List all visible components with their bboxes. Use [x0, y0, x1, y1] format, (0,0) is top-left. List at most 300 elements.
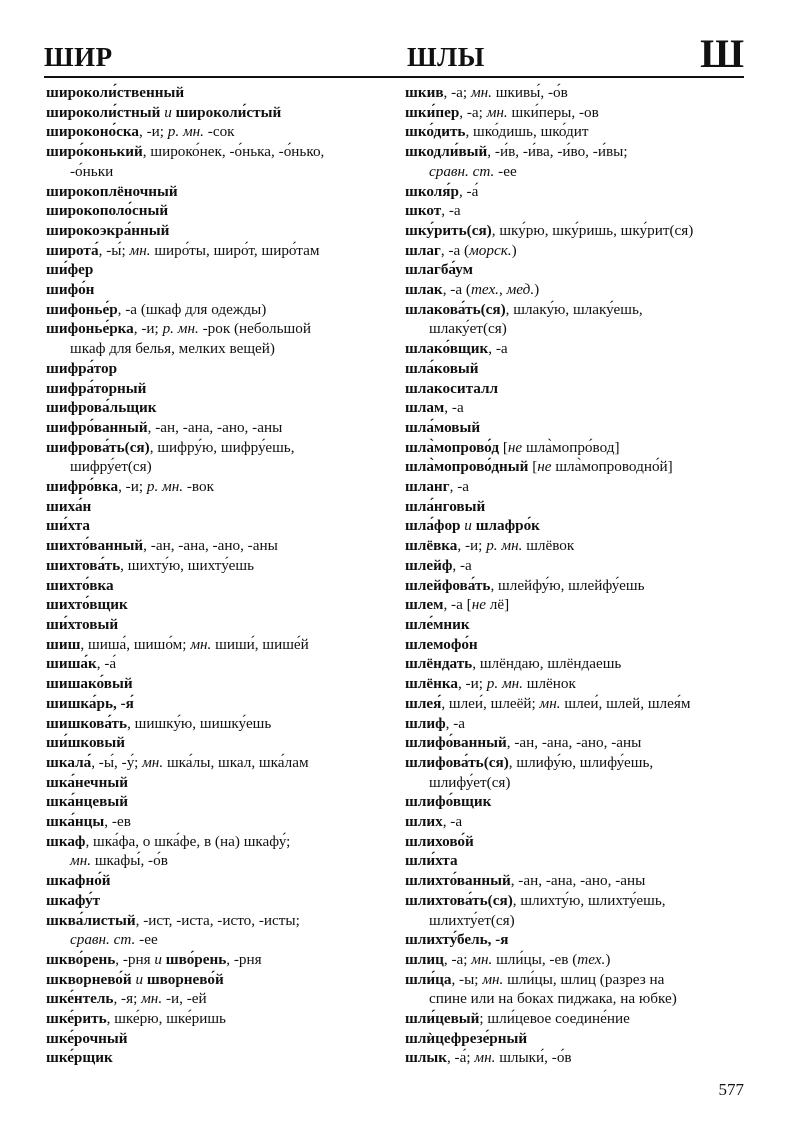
grammar-note: мн. [190, 635, 212, 653]
entry-headword: шкив [405, 84, 444, 101]
entry-headword: шла́ковый [405, 359, 479, 377]
dictionary-entry [46, 536, 391, 556]
entry-text: , -а ( [442, 281, 471, 299]
dictionary-entry [405, 576, 750, 596]
entry-headword: шкво́рень [46, 950, 116, 968]
grammar-note: мн. [141, 990, 163, 1008]
entry-headword: шле́мник [405, 615, 470, 633]
entry-headword: шлам [405, 399, 445, 417]
grammar-note: мн. [129, 241, 151, 259]
grammar-note: р. мн. [486, 537, 523, 555]
dictionary-entry [46, 635, 391, 655]
dictionary-entry [46, 694, 391, 714]
entry-text: , -а (шкаф для одежды) [117, 300, 267, 318]
dictionary-entry [405, 871, 750, 891]
entry-text: -ее [494, 162, 517, 180]
entry-text: -сок [203, 123, 235, 141]
grammar-note: мн. [474, 1049, 496, 1067]
dictionary-entry [405, 418, 750, 438]
dictionary-entry [46, 615, 391, 635]
variant-headword: шворнево́й [146, 970, 224, 988]
entry-headword: шлык [405, 1049, 447, 1067]
entry-headword: широта́ [46, 241, 99, 259]
dictionary-entry [405, 635, 750, 655]
entry-text: шиши́, шише́й [211, 635, 309, 653]
grammar-note: р. мн. [486, 675, 523, 693]
entry-headword: шкала́ [46, 753, 92, 771]
entry-headword: широкоэкра́нный [46, 221, 170, 239]
grammar-note: р. мн. [162, 320, 199, 338]
entry-text: , -рня [226, 950, 262, 968]
entry-headword: широ́конький [46, 143, 143, 161]
entry-text: , -и́в, -и́ва, -и́во, -и́вы; [487, 143, 628, 161]
dictionary-entry [46, 83, 391, 103]
entry-headword: широконо́ска [46, 123, 139, 141]
entry-text: , -а́ [96, 655, 117, 673]
dictionary-entry [405, 359, 750, 379]
dictionary-entry [46, 477, 391, 497]
entry-text: [ [499, 438, 508, 456]
entry-text: -и, -ей [162, 990, 207, 1008]
entry-headword: шлагба́ум [405, 261, 473, 279]
variant-headword: шлафро́к [475, 517, 540, 535]
entry-headword: шлёндать [405, 655, 473, 673]
entry-text: ) [511, 241, 517, 259]
entry-text: , -а; [443, 950, 472, 968]
entry-text: , шлёндаю, шлёндаешь [472, 655, 622, 673]
entry-headword: широкоплёночный [46, 182, 178, 200]
entry-headword: шлѝцефрезе́рный [405, 1029, 528, 1047]
entry-headword: школя́р [405, 182, 459, 200]
entry-headword: ши́шковый [46, 734, 125, 752]
entry-headword: шифра́торный [46, 379, 147, 397]
header-letter: Ш [700, 31, 744, 76]
grammar-note: мн. [539, 694, 561, 712]
grammar-note: мн. [471, 950, 493, 968]
dictionary-entry [405, 950, 750, 970]
dictionary-entry [405, 812, 750, 832]
dictionary-entry [405, 1009, 750, 1029]
entry-headword: шихтова́ть [46, 556, 121, 574]
entry-text: шифру́ет(ся) [70, 458, 152, 476]
dictionary-entry [405, 201, 750, 221]
entry-text: , -а [441, 202, 461, 220]
grammar-note: сравн. ст. [429, 162, 495, 180]
header-last-word: ШЛЫ [407, 42, 485, 72]
entry-text: , -ы́, -у́; [91, 753, 143, 771]
entry-text: спине или на боках пиджака, на юбке) [429, 990, 677, 1008]
dictionary-entry [46, 319, 391, 358]
entry-text: , -и; [118, 478, 147, 496]
dictionary-entry [405, 457, 750, 477]
entry-headword: шлиф [405, 714, 446, 732]
entry-continuation [46, 930, 391, 950]
entry-headword: шифо́н [46, 281, 95, 299]
dictionary-entry [405, 103, 750, 123]
entry-headword: шлифо́вщик [405, 793, 492, 811]
entry-headword: шли́цевый [405, 1010, 480, 1028]
entry-continuation [46, 851, 391, 871]
dictionary-entry [405, 891, 750, 930]
entry-continuation [405, 319, 750, 339]
entry-text: , -ы; [451, 970, 483, 988]
dictionary-entry [46, 970, 391, 990]
grammar-note: мн. [486, 103, 508, 121]
variant-headword: шво́рень [165, 950, 227, 968]
dictionary-entry [46, 418, 391, 438]
entry-headword: шла́фор [405, 517, 461, 535]
entry-headword: шишка́рь [46, 694, 113, 712]
dictionary-entry [46, 142, 391, 181]
grammar-note: не [471, 596, 486, 614]
entry-headword: шлейфова́ть [405, 576, 491, 594]
entry-headword: шла́нговый [405, 497, 486, 515]
entry-continuation [405, 162, 750, 182]
page-number: 577 [718, 1080, 744, 1099]
entry-headword: шко́дить [405, 123, 466, 141]
entry-headword: широколи́ственный [46, 84, 185, 101]
dictionary-entry [405, 516, 750, 536]
entry-headword: шке́рить [46, 1010, 107, 1028]
dictionary-entry [46, 1048, 391, 1068]
dictionary-entry [405, 1048, 750, 1068]
entry-text: , шифру́ю, шифру́ешь, [149, 438, 295, 456]
entry-headword: шиха́н [46, 497, 92, 515]
dictionary-entry [405, 674, 750, 694]
entry-headword: шла̀мопрово́дный [405, 458, 529, 476]
entry-headword: шке́нтель [46, 990, 114, 1008]
entry-headword: шка́нечный [46, 773, 128, 791]
dictionary-entry [405, 142, 750, 181]
entry-text: , -а [445, 714, 466, 732]
dictionary-entry [46, 773, 391, 793]
entry-text: шкаф для белья, мелких вещей) [70, 340, 275, 358]
entry-text: , шку́рю, шку́ришь, шку́рит(ся) [491, 221, 694, 239]
entry-headword: шлих [405, 813, 443, 831]
entry-continuation [405, 911, 750, 931]
entry-headword: шка́нцевый [46, 793, 128, 811]
entry-headword: шишако́вый [46, 675, 133, 693]
dictionary-entry [46, 595, 391, 615]
grammar-note: р. мн. [167, 123, 204, 141]
entry-text: , -ы́; [98, 241, 130, 259]
entry-continuation [405, 773, 750, 793]
entry-headword: шква́листый [46, 911, 136, 929]
dictionary-entry [46, 911, 391, 950]
entry-text: -ее [135, 931, 158, 949]
entry-text: , шка́фа, о шка́фе, в (на) шкафу́; [85, 832, 291, 850]
entry-text: шка́лы, шкал, шка́лам [163, 753, 309, 771]
dictionary-entry [46, 201, 391, 221]
dictionary-entry [405, 694, 750, 714]
entry-headword: шифро́ванный [46, 418, 148, 436]
entry-headword: широкополо́сный [46, 202, 169, 220]
dictionary-entry [405, 1029, 750, 1049]
dictionary-entry [46, 871, 391, 891]
entry-continuation [46, 162, 391, 182]
entry-text: шлихту́ет(ся) [429, 911, 515, 929]
variant-headword: , -я́ [113, 694, 134, 712]
entry-text: лё] [485, 596, 510, 614]
entry-text: шлёвок [522, 537, 575, 555]
entry-text: широ́ты, широ́т, широ́там [150, 241, 320, 259]
entry-continuation [46, 457, 391, 477]
entry-text: ) [534, 281, 540, 299]
dictionary-entry [46, 103, 391, 123]
dictionary-entry [405, 241, 750, 261]
entry-text: шлифу́ет(ся) [429, 773, 511, 791]
entry-headword: широколи́стный [46, 103, 161, 121]
entry-headword: шлако́вщик [405, 340, 489, 358]
entry-text: шли́цы, шлиц (разрез на [503, 970, 665, 988]
entry-headword: шихто́вщик [46, 596, 128, 614]
entry-headword: шкодли́вый [405, 143, 488, 161]
entry-headword: шлем [405, 596, 444, 614]
entry-text: шлыки́, -о́в [495, 1049, 572, 1067]
entry-text: , -а [442, 813, 463, 831]
entry-text: , -а [449, 478, 469, 496]
entry-text: , шлифу́ю, шлифу́ешь, [508, 753, 654, 771]
entry-headword: шихто́ванный [46, 537, 144, 555]
entry-text: ) [605, 950, 611, 968]
entry-text: , -а; [459, 103, 487, 121]
dictionary-entry [46, 516, 391, 536]
dictionary-entry [405, 714, 750, 734]
entry-text: , -а; [443, 84, 471, 101]
entry-text: , -а [452, 556, 472, 574]
dictionary-entry [46, 359, 391, 379]
dictionary-entry [46, 398, 391, 418]
entry-headword: шка́нцы [46, 813, 105, 831]
dictionary-entry [46, 379, 391, 399]
dictionary-entry [405, 497, 750, 517]
entry-headword: шлея́ [405, 694, 442, 712]
entry-text: , -а [ [443, 596, 472, 614]
entry-headword: шланг [405, 478, 450, 496]
dictionary-entry [405, 615, 750, 635]
dictionary-entry [46, 989, 391, 1009]
entry-headword: ши́хтовый [46, 615, 119, 633]
entry-text: шлаку́ет(ся) [429, 320, 507, 338]
entry-text: , шлейфу́ю, шлейфу́ешь [490, 576, 645, 594]
dictionary-entry [46, 241, 391, 261]
entry-text: [ [528, 458, 538, 476]
entry-headword: шлакоситалл [405, 379, 498, 397]
grammar-note: мн. [142, 753, 164, 771]
grammar-note: мн. [482, 970, 504, 988]
entry-headword: шла́мовый [405, 418, 481, 436]
entry-headword: шифрова́льщик [46, 399, 157, 417]
entry-headword: шиш [46, 635, 81, 653]
entry-headword: шку́рить(ся) [405, 221, 492, 239]
entry-text: , -а ( [440, 241, 470, 259]
entry-headword: шифонье́р [46, 300, 118, 318]
entry-headword: шлифова́ть(ся) [405, 753, 509, 771]
dictionary-entry [46, 576, 391, 596]
dictionary-entry [46, 733, 391, 753]
dictionary-entry [405, 339, 750, 359]
entry-text: , -рня [115, 950, 155, 968]
entry-headword: шифонье́рка [46, 320, 134, 338]
dictionary-entry [405, 536, 750, 556]
page-header [44, 31, 744, 76]
entry-headword: шке́рщик [46, 1049, 113, 1067]
entry-headword: шлихту́бель [405, 931, 488, 949]
header-rule [44, 76, 744, 78]
grammar-note: тех. [577, 950, 606, 968]
entry-text: , шишку́ю, шишку́ешь [127, 714, 272, 732]
entry-text: -вок [183, 478, 214, 496]
entry-headword: шки́пер [405, 103, 460, 121]
entry-text: , -ев [104, 813, 131, 831]
dictionary-entry [46, 182, 391, 202]
grammar-note: р. мн. [146, 478, 184, 496]
entry-headword: шлёвка [405, 537, 458, 555]
dictionary-entry [405, 398, 750, 418]
entry-text: шкивы́, -о́в [491, 84, 568, 101]
entry-headword: шкафу́т [46, 891, 101, 909]
entry-text: , -а [444, 399, 464, 417]
dictionary-entry [405, 832, 750, 852]
dictionary-entry [405, 221, 750, 241]
entry-headword: ши́хта [46, 517, 91, 535]
entry-text: -рок (небольшой [198, 320, 311, 338]
grammar-note: тех., мед. [470, 281, 535, 299]
dictionary-entry [46, 221, 391, 241]
dictionary-entry [405, 379, 750, 399]
dictionary-entry [405, 182, 750, 202]
entry-headword: ши́фер [46, 261, 94, 279]
header-first-word: ШИР [44, 42, 113, 72]
dictionary-entry [405, 438, 750, 458]
entry-text: шла̀мопроводно́й] [551, 458, 673, 476]
entry-text: шлёнок [522, 675, 576, 693]
dictionary-entry [46, 950, 391, 970]
right-column [405, 83, 750, 1068]
dictionary-entry [405, 83, 750, 103]
entry-headword: шлемофо́н [405, 635, 478, 653]
entry-text: , -а́; [446, 1049, 475, 1067]
entry-headword: шлак [405, 281, 443, 299]
dictionary-entry [405, 477, 750, 497]
entry-headword: шлакова́ть(ся) [405, 300, 506, 318]
entry-headword: шкворнево́й [46, 970, 132, 988]
entry-text: , шлаку́ю, шлаку́ешь, [505, 300, 643, 318]
dictionary-entry [405, 733, 750, 753]
entry-headword: шке́рочный [46, 1029, 128, 1047]
grammar-note: мн. [470, 84, 492, 101]
entry-continuation [46, 339, 391, 359]
grammar-note: и [154, 950, 162, 968]
dictionary-entry [46, 1009, 391, 1029]
variant-headword: широколи́стый [175, 103, 282, 121]
entry-headword: шли́ца [405, 970, 452, 988]
dictionary-entry [46, 654, 391, 674]
grammar-note: и [464, 517, 472, 535]
dictionary-entry [46, 556, 391, 576]
dictionary-entry [405, 930, 750, 950]
entry-text: , шиша́, шишо́м; [80, 635, 191, 653]
entry-headword: шиша́к [46, 655, 97, 673]
entry-text: , шлеи́, шлеёй; [441, 694, 540, 712]
entry-text: , -я; [113, 990, 142, 1008]
entry-text: , -и; [457, 537, 487, 555]
dictionary-entry [46, 753, 391, 773]
dictionary-entry [405, 260, 750, 280]
entry-text: шки́перы, -ов [507, 103, 599, 121]
entry-headword: шифрова́ть(ся) [46, 438, 150, 456]
entry-headword: шихто́вка [46, 576, 114, 594]
entry-headword: шишкова́ть [46, 714, 128, 732]
entry-headword: шифра́тор [46, 359, 118, 377]
entry-text: , -а [488, 340, 508, 358]
grammar-note: сравн. ст. [70, 931, 136, 949]
entry-headword: шлихто́ванный [405, 872, 511, 890]
dictionary-entry [46, 300, 391, 320]
entry-text: шли́цы, -ев ( [492, 950, 578, 968]
dictionary-entry [46, 674, 391, 694]
dictionary-entry [46, 812, 391, 832]
dictionary-entry [46, 792, 391, 812]
dictionary-entry [405, 654, 750, 674]
grammar-note: и [135, 970, 144, 988]
entry-text: , -и; [138, 123, 168, 141]
dictionary-entry [46, 891, 391, 911]
dictionary-entry [405, 970, 750, 1009]
entry-text: , шко́дишь, шко́дит [465, 123, 589, 141]
entry-text: , -и; [457, 675, 487, 693]
entry-text: шлеи́, шлей, шлея́м [560, 694, 691, 712]
entry-text: шкафы́, -о́в [91, 852, 168, 870]
entry-headword: шлаг [405, 241, 441, 259]
entry-text: , -а́ [458, 182, 479, 200]
entry-headword: шли́хта [405, 852, 458, 870]
dictionary-entry [405, 556, 750, 576]
dictionary-entry [46, 260, 391, 280]
variant-headword: , -я [487, 931, 509, 949]
entry-text: шла̀мопро́вод] [522, 438, 620, 456]
entry-text: , -ан, -ана, -ано, -аны [510, 872, 646, 890]
entry-text: , широко́нек, -о́нька, -о́нько, [142, 143, 325, 161]
entry-text: -о́ньки [70, 162, 114, 180]
dictionary-entry [46, 1029, 391, 1049]
dictionary-entry [405, 792, 750, 812]
dictionary-entry [46, 280, 391, 300]
entry-continuation [405, 989, 750, 1009]
entry-text: , шке́рю, шке́ришь [106, 1010, 226, 1028]
entry-text: , -ан, -ана, -ано, -аны [506, 734, 642, 752]
entry-text: , -ан, -ана, -ано, -аны [147, 418, 283, 436]
entry-headword: шифро́вка [46, 478, 119, 496]
dictionary-entry [46, 438, 391, 477]
entry-headword: шлихтова́ть(ся) [405, 891, 513, 909]
entry-headword: шлифо́ванный [405, 734, 507, 752]
dictionary-entry [405, 851, 750, 871]
grammar-note: и [164, 103, 172, 121]
left-column [46, 83, 391, 1068]
entry-text: , шихту́ю, шихту́ешь [120, 556, 255, 574]
entry-text: , -и; [133, 320, 163, 338]
dictionary-entry [405, 280, 750, 300]
dictionary-entry [405, 300, 750, 339]
entry-text: , шлихту́ю, шлихту́ешь, [512, 891, 666, 909]
grammar-note: не [507, 438, 523, 456]
dictionary-entry [46, 832, 391, 871]
entry-headword: шлёнка [405, 675, 458, 693]
grammar-note: мн. [70, 852, 92, 870]
entry-text: ; шли́цевое соедине́ние [479, 1010, 630, 1028]
dictionary-entry [405, 595, 750, 615]
